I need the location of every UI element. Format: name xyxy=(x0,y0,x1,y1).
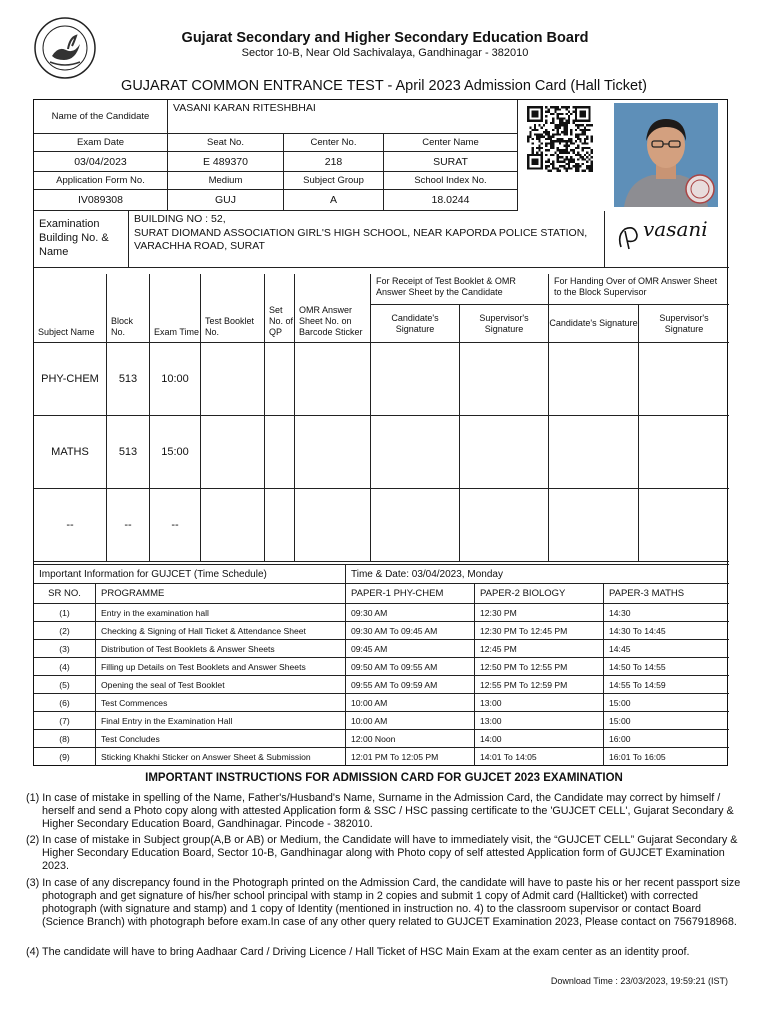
schedule-cell-paper-1: 09:45 AM xyxy=(346,640,475,658)
schedule-cell-paper-1: 09:50 AM To 09:55 AM xyxy=(346,658,475,676)
schedule-cell-sr-no: (4) xyxy=(34,658,96,676)
schedule-cell-sr-no: (5) xyxy=(34,676,96,694)
signature-box xyxy=(605,211,729,268)
medium-label: Medium xyxy=(168,172,284,190)
schedule-info-label: Important Information for GUJCET (Time Schedule) xyxy=(34,565,346,584)
admission-card xyxy=(33,99,728,766)
exam-date-label: Exam Date xyxy=(34,134,168,152)
subject-row-time: 15:00 xyxy=(150,416,201,489)
board-logo xyxy=(30,16,100,80)
center-no-value: 218 xyxy=(284,152,384,172)
schedule-cell-paper-1: 09:55 AM To 09:59 AM xyxy=(346,676,475,694)
center-no-label: Center No. xyxy=(284,134,384,152)
schedule-cell-paper-2: 12:55 PM To 12:59 PM xyxy=(475,676,604,694)
subject-row-time: -- xyxy=(150,489,201,562)
schedule-cell-paper-3: 15:00 xyxy=(604,712,729,730)
subject-row-empty-cell xyxy=(265,489,295,562)
subject-row-empty-cell xyxy=(265,416,295,489)
subject-row-subject: PHY-CHEM xyxy=(34,343,107,416)
subject-row-empty-cell xyxy=(265,343,295,416)
candidate-photo xyxy=(614,103,718,207)
schedule-cell-paper-2: 13:00 xyxy=(475,712,604,730)
schedule-cell-paper-3: 16:00 xyxy=(604,730,729,748)
subject-row-empty-cell xyxy=(201,489,265,562)
subject-row-empty-cell xyxy=(460,343,549,416)
schedule-cell-paper-2: 12:50 PM To 12:55 PM xyxy=(475,658,604,676)
schedule-datetime: Time & Date: 03/04/2023, Monday xyxy=(346,565,729,584)
signature-flourish xyxy=(615,223,645,253)
center-name-label: Center Name xyxy=(384,134,518,152)
schedule-cell-sr-no: (1) xyxy=(34,604,96,622)
schedule-cell-programme: Final Entry in the Examination Hall xyxy=(96,712,346,730)
col-supervisor-signature-receipt: Supervisor's Signature xyxy=(460,305,549,343)
subject-row-empty-cell xyxy=(639,416,729,489)
schedule-cell-paper-3: 14:50 To 14:55 xyxy=(604,658,729,676)
subject-row-empty-cell xyxy=(295,489,371,562)
schedule-cell-paper-3: 14:55 To 14:59 xyxy=(604,676,729,694)
schedule-cell-paper-1: 12:01 PM To 12:05 PM xyxy=(346,748,475,766)
schedule-cell-paper-2: 12:30 PM xyxy=(475,604,604,622)
subject-row-empty-cell xyxy=(371,343,460,416)
schedule-cell-paper-1: 09:30 AM xyxy=(346,604,475,622)
schedule-header-paper-3: PAPER-3 MATHS xyxy=(604,584,729,604)
board-name: Gujarat Secondary and Higher Secondary Education Board xyxy=(181,30,589,46)
building-label: Examination Building No. & Name xyxy=(34,211,129,268)
schedule-cell-paper-2: 12:45 PM xyxy=(475,640,604,658)
schedule-cell-paper-3: 16:01 To 16:05 xyxy=(609,752,666,762)
instructions-title: IMPORTANT INSTRUCTIONS FOR ADMISSION CARD FOR GUJCET 2023 EXAMINATION xyxy=(145,772,623,784)
subject-row-empty-cell xyxy=(639,489,729,562)
schedule-cell-paper-3: 14:45 xyxy=(604,640,729,658)
qr-code-icon xyxy=(524,106,596,172)
schedule-cell-paper-1: 12:00 Noon xyxy=(346,730,475,748)
app-form-value: IV089308 xyxy=(34,190,168,211)
page-title: GUJARAT COMMON ENTRANCE TEST - April 2023 Admission Card (Hall Ticket) xyxy=(121,78,647,94)
subject-row-block: 513 xyxy=(107,416,150,489)
subject-row-empty-cell xyxy=(549,489,639,562)
schedule-cell-sr-no: (3) xyxy=(34,640,96,658)
subject-row-block: 513 xyxy=(107,343,150,416)
schedule-cell-programme: Opening the seal of Test Booklet xyxy=(96,676,346,694)
subject-row-empty-cell xyxy=(371,416,460,489)
subject-row-empty-cell xyxy=(549,416,639,489)
schedule-header-programme: PROGRAMME xyxy=(96,584,346,604)
col-set-no: Set No. of QP xyxy=(265,274,295,343)
subject-row-empty-cell xyxy=(295,343,371,416)
schedule-cell-sr-no: (9) xyxy=(34,748,96,766)
school-index-value: 18.0244 xyxy=(384,190,518,211)
seat-no-value: E 489370 xyxy=(168,152,284,172)
col-test-booklet: Test Booklet No. xyxy=(201,274,265,343)
schedule-cell-paper-3: 14:30 xyxy=(604,604,729,622)
building-details xyxy=(129,211,605,268)
schedule-cell-paper-1: 10:00 AM xyxy=(346,694,475,712)
schedule-cell-paper-3: 15:00 xyxy=(604,694,729,712)
download-time: Download Time : 23/03/2023, 19:59:21 (IST) xyxy=(550,976,728,986)
candidate-name: VASANI KARAN RITESHBHAI xyxy=(168,100,518,134)
schedule-cell-programme: Test Concludes xyxy=(96,730,346,748)
schedule-cell-programme: Test Commences xyxy=(96,694,346,712)
schedule-cell-paper-3: 14:30 To 14:45 xyxy=(604,622,729,640)
schedule-cell-sr-no: (6) xyxy=(34,694,96,712)
receipt-group-header: For Receipt of Test Booklet & OMR Answer Sheet by the Candidate xyxy=(371,274,549,305)
board-address: Sector 10-B, Near Old Sachivalaya, Gandhinagar - 382010 xyxy=(241,47,529,59)
building-line-3: VARACHHA ROAD, SURAT xyxy=(134,240,265,252)
subject-row-block: -- xyxy=(107,489,150,562)
subject-row-empty-cell xyxy=(295,416,371,489)
subject-row-empty-cell xyxy=(371,489,460,562)
subject-row-subject: MATHS xyxy=(34,416,107,489)
schedule-cell-paper-2: 14:01 To 14:05 xyxy=(475,748,604,766)
schedule-header-sr-no: SR NO. xyxy=(34,584,96,604)
subject-row-empty-cell xyxy=(460,489,549,562)
schedule-cell-sr-no: (2) xyxy=(34,622,96,640)
col-subject-name: Subject Name xyxy=(34,274,107,343)
medium-value: GUJ xyxy=(168,190,284,211)
seat-no-label: Seat No. xyxy=(168,134,284,152)
schedule-cell-programme: Filling up Details on Test Booklets and Answer Sheets xyxy=(96,658,346,676)
instruction-2: (2) In case of mistake in Subject group(A,B or AB) or Medium, the Candidate will have to immediately visit, the “GUJCET CELL” Gujarat Secondary & Higher Secondary Education Board, Sector 10-B, Gandhinagar along with Photo copy of self attested Application form of GUJCET Examination 2023. xyxy=(26,834,738,872)
schedule-cell-programme: Entry in the examination hall xyxy=(96,604,346,622)
schedule-cell-paper-2: 13:00 xyxy=(475,694,604,712)
subject-row-empty-cell xyxy=(639,343,729,416)
subject-group-value: A xyxy=(284,190,384,211)
col-omr-sheet: OMR Answer Sheet No. on Barcode Sticker xyxy=(295,274,371,343)
schedule-header-paper-1: PAPER-1 PHY-CHEM xyxy=(346,584,475,604)
building-line-1: BUILDING NO : 52, xyxy=(134,213,226,225)
schedule-cell-paper-2: 14:00 xyxy=(475,730,604,748)
schedule-cell-programme: Distribution of Test Booklets & Answer Sheets xyxy=(96,640,346,658)
col-block-no: Block No. xyxy=(107,274,150,343)
schedule-cell-programme: Sticking Khakhi Sticker on Answer Sheet & Submission xyxy=(96,748,346,766)
schedule-cell-sr-no: (8) xyxy=(34,730,96,748)
school-index-label: School Index No. xyxy=(384,172,518,190)
subject-row-empty-cell xyxy=(201,416,265,489)
subject-row-time: 10:00 xyxy=(150,343,201,416)
schedule-cell-paper-1: 10:00 AM xyxy=(346,712,475,730)
subject-row-empty-cell xyxy=(549,343,639,416)
schedule-header-paper-2: PAPER-2 BIOLOGY xyxy=(475,584,604,604)
center-name-value: SURAT xyxy=(384,152,518,172)
app-form-label: Application Form No. xyxy=(34,172,168,190)
name-label: Name of the Candidate xyxy=(34,100,168,134)
col-exam-time: Exam Time xyxy=(150,274,201,343)
subject-group-label: Subject Group xyxy=(284,172,384,190)
subject-row-subject: -- xyxy=(34,489,107,562)
schedule-cell-sr-no: (7) xyxy=(34,712,96,730)
candidate-signature: vasani xyxy=(643,217,708,241)
schedule-cell-paper-1: 09:30 AM To 09:45 AM xyxy=(346,622,475,640)
subject-row-empty-cell xyxy=(201,343,265,416)
col-candidate-signature-receipt: Candidate's Signature xyxy=(371,305,460,343)
col-candidate-signature-handover: Candidate's Signature xyxy=(549,305,639,343)
instruction-3: (3) In case of any discrepancy found in the Photograph printed on the Admission Card, the candidate will have to paste his or her recent passport size photograph and get signature of his/her school principal with stamp in 2 copies and submit 1 copy of Admit card (Hallticket) with corrected photograph (with signature and stamp) and 1 copy of Identity (mentioned in instruction no. 4) to the classroom supervisor or contact Board (Science Branch) with photograph before exam.In case of any other query related to GUJCET Examination 2023, Please contact on 7567918968. xyxy=(26,877,741,928)
instruction-1: (1) In case of mistake in spelling of the Name, Father's/Husband's Name, Surname in the Admission Card, the Candidate may correct by himself / herself and send a Photo copy along with attested Application form & SSC / HSC passing certificate to the 'GUJCET CELL', Gujarat Secondary & Higher Secondary Education Board, Gandhinagar. Pincode - 382010. xyxy=(26,792,734,830)
instruction-4: (4) The candidate will have to bring Aadhaar Card / Driving Licence / Hall Ticket of HSC Main Exam at the exam center as an identity proof. xyxy=(26,946,690,958)
col-supervisor-signature-handover: Supervisor's Signature xyxy=(639,305,729,343)
schedule-cell-paper-2: 12:30 PM To 12:45 PM xyxy=(475,622,604,640)
exam-date-value: 03/04/2023 xyxy=(34,152,168,172)
subject-row-empty-cell xyxy=(460,416,549,489)
handover-group-header: For Handing Over of OMR Answer Sheet to the Block Supervisor xyxy=(549,274,729,305)
schedule-cell-programme: Checking & Signing of Hall Ticket & Attendance Sheet xyxy=(96,622,346,640)
building-line-2: SURAT DIOMAND ASSOCIATION GIRL'S HIGH SCHOOL, NEAR KAPORDA POLICE STATION, xyxy=(134,226,588,239)
